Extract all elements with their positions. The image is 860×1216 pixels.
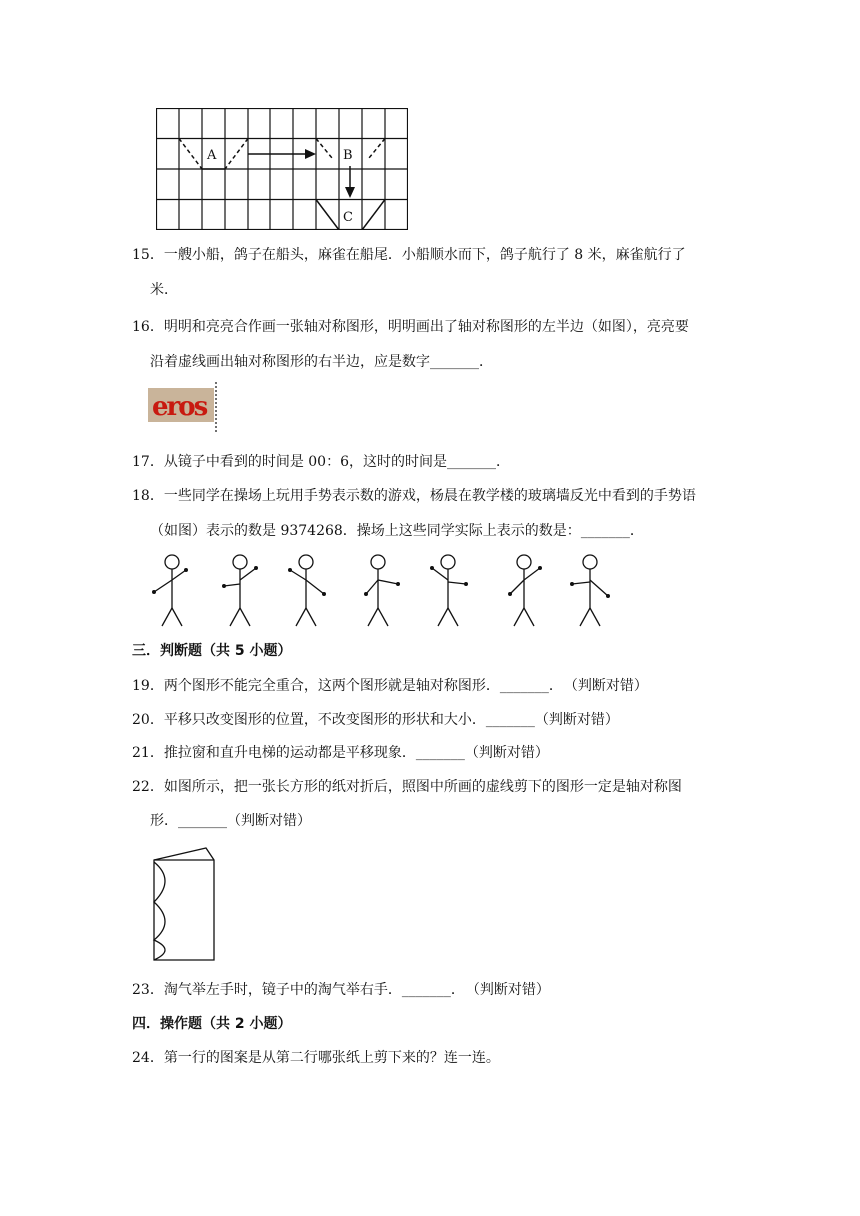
question-23 bbox=[132, 980, 550, 1000]
period: ． bbox=[450, 982, 465, 998]
question-number: 16． bbox=[132, 319, 164, 335]
answer-blank[interactable]: _______ bbox=[415, 745, 465, 761]
answer-blank[interactable]: _______ bbox=[485, 712, 535, 728]
question-text: 淘气举左手时，镜子中的淘气举右手． bbox=[163, 982, 402, 998]
judge-hint: （判断对错） bbox=[472, 982, 550, 998]
judge-hint: （判断对错） bbox=[534, 712, 619, 728]
question-24 bbox=[132, 1048, 500, 1068]
question-17 bbox=[132, 452, 510, 472]
question-text: 形． bbox=[150, 813, 178, 829]
question-text: 沿着虚线画出轴对称图形的右半边，应是数字 bbox=[150, 354, 430, 370]
label-a: A bbox=[207, 148, 217, 163]
stick-figure-1 bbox=[154, 555, 186, 626]
stick-figure-7 bbox=[572, 555, 608, 626]
judge-hint: （判断对错） bbox=[227, 813, 311, 829]
period: ． bbox=[496, 454, 510, 470]
question-16-line2 bbox=[150, 352, 493, 372]
stick-figure-3 bbox=[290, 555, 324, 626]
stick-figure-4 bbox=[366, 555, 398, 626]
question-number: 17． bbox=[132, 454, 164, 470]
folded-paper-figure bbox=[150, 846, 222, 964]
period: ． bbox=[479, 354, 493, 370]
question-16 bbox=[132, 317, 689, 337]
question-text: 一艘小船，鸽子在船头，麻雀在船尾．小船顺水而下，鸽子航行了 8 米，麻雀航行了 bbox=[163, 247, 686, 263]
question-text: 如图所示，把一张长方形的纸对折后，照图中所画的虚线剪下的图形一定是轴对称图 bbox=[163, 779, 682, 795]
question-number: 18． bbox=[132, 488, 164, 504]
question-number: 22． bbox=[132, 779, 164, 795]
question-number: 24． bbox=[132, 1050, 164, 1066]
question-text: 从镜子中看到的时间是 00：6，这时的时间是 bbox=[163, 454, 447, 470]
label-c: C bbox=[343, 210, 353, 225]
judge-hint: （判断对错） bbox=[570, 678, 648, 694]
question-22-line2 bbox=[150, 811, 311, 831]
question-number: 19． bbox=[132, 678, 164, 694]
question-text: 平移只改变图形的位置，不改变图形的形状和大小． bbox=[163, 712, 486, 728]
question-21 bbox=[132, 743, 549, 763]
period: ． bbox=[548, 678, 563, 694]
question-20 bbox=[132, 710, 619, 730]
period: ． bbox=[629, 523, 644, 539]
question-text: （如图）表示的数是 9374268．操场上这些同学实际上表示的数是： bbox=[150, 523, 581, 539]
question-text: 明明和亮亮合作画一张轴对称图形，明明画出了轴对称图形的左半边（如图），亮亮要 bbox=[163, 319, 689, 335]
stick-figure-2 bbox=[224, 555, 256, 626]
question-19 bbox=[132, 676, 648, 696]
arrow-down-icon bbox=[345, 166, 355, 198]
stick-figure-6 bbox=[510, 555, 540, 626]
label-b: B bbox=[343, 148, 353, 163]
judge-hint: （判断对错） bbox=[464, 745, 549, 761]
half-symmetric-image bbox=[148, 382, 220, 434]
image-text: eros bbox=[152, 392, 207, 422]
arrow-right-icon bbox=[248, 149, 316, 159]
answer-blank[interactable]: _______ bbox=[401, 982, 451, 998]
question-18 bbox=[132, 486, 696, 506]
question-text: 一些同学在操场上玩用手势表示数的游戏，杨晨在教学楼的玻璃墙反光中看到的手势语 bbox=[163, 488, 696, 504]
question-number: 21． bbox=[132, 745, 164, 761]
question-text: 两个图形不能完全重合，这两个图形就是轴对称图形． bbox=[163, 678, 500, 694]
answer-blank[interactable]: _______ bbox=[499, 678, 549, 694]
question-number: 15． bbox=[132, 247, 164, 263]
question-number: 23． bbox=[132, 982, 164, 998]
question-22 bbox=[132, 777, 682, 797]
question-number: 20． bbox=[132, 712, 164, 728]
stick-figure-5 bbox=[432, 555, 466, 626]
section-4-title: 四．操作题（共 2 小题） bbox=[132, 1016, 292, 1032]
answer-blank[interactable]: _______ bbox=[178, 813, 227, 829]
question-18-line2 bbox=[150, 521, 644, 541]
answer-blank[interactable]: _______ bbox=[430, 354, 479, 370]
question-text: 推拉窗和直升电梯的运动都是平移现象． bbox=[163, 745, 416, 761]
section-3-title: 三．判断题（共 5 小题） bbox=[132, 643, 292, 659]
question-15-line2: 米． bbox=[150, 282, 178, 298]
answer-blank[interactable]: _______ bbox=[447, 454, 496, 470]
gesture-figures bbox=[140, 552, 620, 630]
answer-blank[interactable]: _______ bbox=[580, 523, 630, 539]
question-15 bbox=[132, 245, 686, 265]
question-text: 第一行的图案是从第二行哪张纸上剪下来的？连一连。 bbox=[163, 1050, 500, 1066]
translation-grid-figure bbox=[156, 108, 408, 230]
